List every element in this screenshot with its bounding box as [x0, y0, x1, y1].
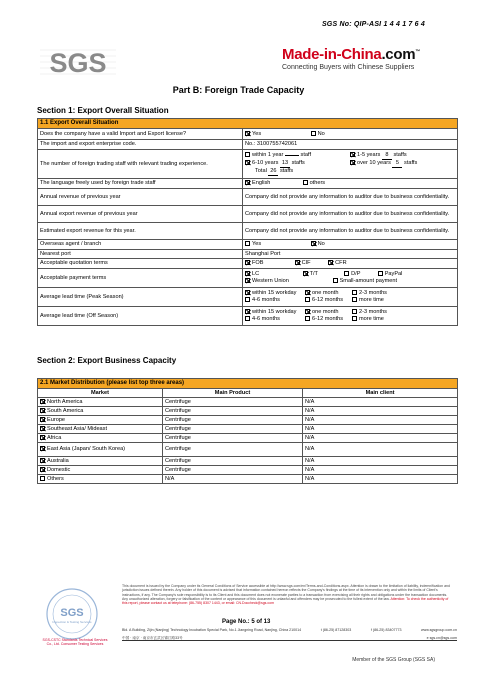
checkbox-icon[interactable] [245, 241, 250, 246]
staff-unit: staff [300, 152, 312, 158]
checkbox-icon[interactable] [40, 476, 45, 481]
export-overall-table [37, 118, 458, 326]
checkbox-checked-icon[interactable] [40, 467, 45, 472]
market-label: Domestic [47, 466, 71, 473]
checkbox-checked-icon[interactable] [328, 260, 333, 265]
sgs-logo-text: SGS [49, 48, 107, 78]
payment-paypal: PayPal [384, 271, 403, 277]
market-cell [38, 443, 163, 457]
staff-opt3-val: 13 [281, 160, 289, 166]
table-row [38, 288, 458, 307]
checkbox-checked-icon[interactable] [245, 180, 250, 185]
address-en: Bld. A Building, Zijin (Nanjing) Technology Incubation Special Park, No.1 Jiangning Road, Nanjing, China 210014 [122, 628, 302, 632]
address-cn: 中国 · 南京 · 南京市玄武区锦江路33号 [122, 636, 183, 640]
checkbox-checked-icon[interactable] [245, 278, 250, 283]
language-opt1: English [252, 180, 271, 186]
mic-logo-tagline: Connecting Buyers with Chinese Suppliers [282, 64, 415, 71]
checkbox-checked-icon[interactable] [40, 417, 45, 422]
checkbox-checked-icon[interactable] [40, 399, 45, 404]
checkbox-icon[interactable] [245, 316, 250, 321]
table-row [38, 150, 458, 179]
svg-text:Inspection & Testing Services: Inspection & Testing Services [52, 620, 92, 624]
lead-peak-opt2: one month [312, 290, 339, 296]
table-row [38, 443, 458, 457]
checkbox-checked-icon[interactable] [40, 426, 45, 431]
staff-opt4: over 10 years [357, 160, 391, 166]
main-client-cell: N/A [303, 416, 458, 425]
table-row [38, 240, 458, 250]
table-row [38, 189, 458, 206]
annual-export-label: Annual export revenue of previous year [38, 206, 243, 223]
market-rows [38, 398, 458, 484]
checkbox-icon[interactable] [305, 316, 310, 321]
main-client-cell: N/A [303, 434, 458, 443]
col-main-product: Main Product [163, 389, 303, 398]
disclaimer [122, 584, 452, 605]
checkbox-checked-icon[interactable] [245, 290, 250, 295]
market-label: Australia [47, 457, 69, 464]
payment-tt: T/T [309, 271, 318, 277]
main-client-cell: N/A [303, 425, 458, 434]
checkbox-checked-icon[interactable] [40, 408, 45, 413]
staff-opt2-val: 8 [382, 152, 392, 160]
table-row [38, 457, 458, 466]
authenticity-notice: Attention: To check the authenticity of this report, please contact us at telephone: (86-755) 8307 1443, or email: CN.Doccheck@sgs.com [122, 596, 449, 606]
footer-divider [122, 640, 457, 641]
svg-text:SGS: SGS [60, 607, 84, 619]
checkbox-icon[interactable] [352, 309, 357, 314]
table-row [38, 416, 458, 425]
lead-peak-opt1: within 15 workday [252, 290, 297, 296]
sgs-seal-icon [45, 587, 99, 641]
checkbox-icon[interactable] [344, 271, 349, 276]
overseas-yes: Yes [252, 241, 262, 247]
lead-off-label: Average lead time (Off Season) [38, 307, 243, 326]
col-market: Market [38, 389, 163, 398]
table-header-row [38, 389, 458, 398]
table-row [38, 259, 458, 269]
market-label: Europe [47, 416, 66, 423]
license-no-label: No [317, 130, 325, 137]
port-value: Shanghai Port [243, 250, 458, 259]
checkbox-checked-icon[interactable] [245, 131, 250, 136]
lead-off-opt1: within 15 workday [252, 309, 297, 315]
checkbox-icon[interactable] [245, 152, 250, 157]
staff-total-val: 26 [270, 168, 277, 174]
market-label: Others [47, 475, 64, 482]
checkbox-icon[interactable] [352, 297, 357, 302]
checkbox-icon[interactable] [303, 180, 308, 185]
checkbox-icon[interactable] [378, 271, 383, 276]
table-row [38, 179, 458, 189]
table-row [38, 206, 458, 223]
mic-logo-tm: ™ [415, 49, 420, 55]
lead-peak-opt3: 2-3 months [359, 290, 387, 296]
quotation-fob: FOB [252, 260, 264, 266]
market-cell [38, 457, 163, 466]
staff-unit: staffs [393, 152, 407, 158]
table-row [38, 250, 458, 259]
lead-off-opt4: 4-6 months [252, 316, 280, 322]
staff-unit: staffs [404, 160, 418, 166]
section2-title: Section 2: Export Business Capacity [37, 356, 177, 365]
checkbox-checked-icon[interactable] [305, 290, 310, 295]
main-product-cell: Centrifuge [163, 407, 303, 416]
table-row [38, 398, 458, 407]
main-client-cell: N/A [303, 398, 458, 407]
table-row [38, 407, 458, 416]
table-row [38, 307, 458, 326]
market-cell [38, 407, 163, 416]
checkbox-icon[interactable] [352, 290, 357, 295]
staff-total-label: Total [255, 168, 267, 174]
market-cell [38, 475, 163, 484]
payment-small-amount: Small-amount payment [339, 278, 398, 284]
section1-subheader: 1.1 Export Overall Situation [38, 119, 458, 129]
checkbox-checked-icon[interactable] [350, 160, 355, 165]
market-label: South America [47, 407, 84, 414]
staff-opt1-val [285, 155, 299, 156]
checkbox-checked-icon[interactable] [40, 435, 45, 440]
col-main-client: Main client [303, 389, 458, 398]
est-export-label: Estimated export revenue for this year. [38, 223, 243, 240]
seal-caption: SGS-CSTC Standards Technical Services Co., Ltd. Consumer Testing Services [42, 638, 108, 646]
sgs-number: SGS No: QIP-ASI 1 4 4 1 7 6 4 [321, 21, 425, 28]
tel: t (86-25) 87128303 [320, 628, 352, 632]
est-export-value: Company did not provide any information to auditor due to business confidentiality. [243, 223, 458, 240]
checkbox-checked-icon[interactable] [305, 309, 310, 314]
checkbox-icon[interactable] [245, 297, 250, 302]
main-client-cell: N/A [303, 407, 458, 416]
sgs-logo [40, 42, 116, 80]
overseas-no: No [317, 241, 325, 247]
web-link[interactable]: www.sgsgroup.com.cn [421, 628, 457, 632]
market-cell [38, 434, 163, 443]
staff-opt1: within 1 year [252, 152, 284, 158]
lead-peak-opt6: more time [359, 297, 384, 303]
market-cell [38, 416, 163, 425]
table-row [38, 223, 458, 240]
enterprise-code-label: The import and export enterprise code. [38, 140, 243, 150]
port-label: Nearest port [38, 250, 243, 259]
section1-title: Section 1: Export Overall Situation [37, 106, 169, 115]
lead-peak-label: Average lead time (Peak Season) [38, 288, 243, 307]
payment-dp: D/P [351, 271, 361, 277]
main-client-cell: N/A [303, 443, 458, 457]
mic-logo-made: Made-in-China [282, 46, 382, 63]
license-yes-label: Yes [252, 130, 262, 137]
staff-opt2: 1-5 years [357, 152, 381, 158]
main-product-cell: Centrifuge [163, 434, 303, 443]
payment-western-union: Western Union [252, 278, 289, 284]
main-product-cell: N/A [163, 475, 303, 484]
language-opt2: others [309, 180, 326, 186]
payment-label: Acceptable payment terms [38, 269, 243, 288]
lead-off-opt2: one month [312, 309, 339, 315]
member-note: Member of the SGS Group (SGS SA) [352, 657, 435, 663]
market-label: Southeast Asia/ Mideast [47, 425, 108, 432]
market-label: Africa [47, 434, 62, 441]
lead-peak-opt5: 6-12 months [312, 297, 344, 303]
market-distribution-table [37, 378, 458, 484]
table-row [38, 269, 458, 288]
staff-unit: staffs [291, 160, 305, 166]
staff-label: The number of foreign trading staff with relevant trading experience. [38, 150, 243, 179]
market-label: North America [47, 398, 83, 405]
checkbox-checked-icon[interactable] [245, 309, 250, 314]
quotation-label: Acceptable quotation terms [38, 259, 243, 269]
main-client-cell: N/A [303, 475, 458, 484]
lead-peak-opt4: 4-6 months [252, 297, 280, 303]
lead-off-opt3: 2-3 months [359, 309, 387, 315]
page-number: Page No.: 5 of 13 [222, 619, 271, 625]
checkbox-icon[interactable] [311, 131, 316, 136]
made-in-china-logo [282, 46, 440, 82]
mic-logo-name [282, 46, 440, 63]
checkbox-checked-icon[interactable] [245, 260, 250, 265]
quotation-cfr: CFR [335, 260, 347, 266]
fax: f (86-25) 83407773 [370, 628, 402, 632]
table-row [38, 129, 458, 140]
market-label: East Asia (Japan/ South Korea) [47, 446, 126, 452]
payment-lc: LC [252, 271, 260, 277]
market-cell [38, 398, 163, 407]
main-product-cell: Centrifuge [163, 457, 303, 466]
checkbox-checked-icon[interactable] [245, 160, 250, 165]
table-row [38, 434, 458, 443]
market-cell [38, 466, 163, 475]
enterprise-code-value: No.: 3100755742061 [243, 140, 458, 150]
email-link[interactable]: e sgs.cn@sgs.com [426, 636, 457, 640]
staff-unit: staffs [279, 168, 294, 174]
table-row [38, 425, 458, 434]
disclaimer-text: This document is issued by the Company under its General Conditions of Service accessible at http://www.sgs.com/en/Terms-and-Conditions.aspx. Attention is drawn to the limitation of liability, indemnification and jurisdiction issues defined therein. Any holder of this document is advised that information contained hereon reflects the Company's findings at the time of its intervention only and within the limits of Client's instructions, if any. The Company's sole responsibility is to its Client and this document does not exonerate parties to a transaction from exercising all their rights and obligations under the transaction documents. Any unauthorized alteration, forgery or falsification of the content or appearance of this document is unlawful and offenders may be prosecuted to the fullest extent of the law. [122, 584, 450, 601]
main-product-cell: Centrifuge [163, 443, 303, 457]
main-product-cell: Centrifuge [163, 425, 303, 434]
market-cell [38, 425, 163, 434]
language-label: The language freely used by foreign trade staff [38, 179, 243, 189]
main-product-cell: Centrifuge [163, 466, 303, 475]
annual-revenue-label: Annual revenue of previous year [38, 189, 243, 206]
checkbox-checked-icon[interactable] [40, 458, 45, 463]
staff-opt4-val: 5 [392, 160, 402, 168]
checkbox-checked-icon[interactable] [311, 241, 316, 246]
checkbox-checked-icon[interactable] [303, 271, 308, 276]
lead-off-opt5: 6-12 months [312, 316, 344, 322]
main-client-cell: N/A [303, 466, 458, 475]
mic-logo-dotcom: .com [381, 46, 416, 63]
main-client-cell: N/A [303, 457, 458, 466]
quotation-cif: CIF [301, 260, 311, 266]
annual-revenue-value: Company did not provide any information to auditor due to business confidentiality. [243, 189, 458, 206]
main-product-cell: Centrifuge [163, 398, 303, 407]
table-row [38, 140, 458, 150]
checkbox-checked-icon[interactable] [350, 152, 355, 157]
section2-subheader: 2.1 Market Distribution (please list top three areas) [38, 379, 458, 389]
annual-export-value: Company did not provide any information to auditor due to business confidentiality. [243, 206, 458, 223]
checkbox-icon[interactable] [305, 297, 310, 302]
main-product-cell: Centrifuge [163, 416, 303, 425]
checkbox-icon[interactable] [333, 278, 338, 283]
checkbox-checked-icon[interactable] [40, 446, 45, 451]
checkbox-icon[interactable] [352, 316, 357, 321]
table-row [38, 466, 458, 475]
checkbox-checked-icon[interactable] [295, 260, 300, 265]
table-row [38, 475, 458, 484]
checkbox-checked-icon[interactable] [245, 271, 250, 276]
lead-off-opt6: more time [359, 316, 384, 322]
staff-opt3: 6-10 years [252, 160, 279, 166]
overseas-label: Overseas agent / branch [38, 240, 243, 250]
part-title: Part B: Foreign Trade Capacity [172, 85, 305, 95]
license-label: Does the company have a valid Import and Export license? [38, 129, 243, 140]
